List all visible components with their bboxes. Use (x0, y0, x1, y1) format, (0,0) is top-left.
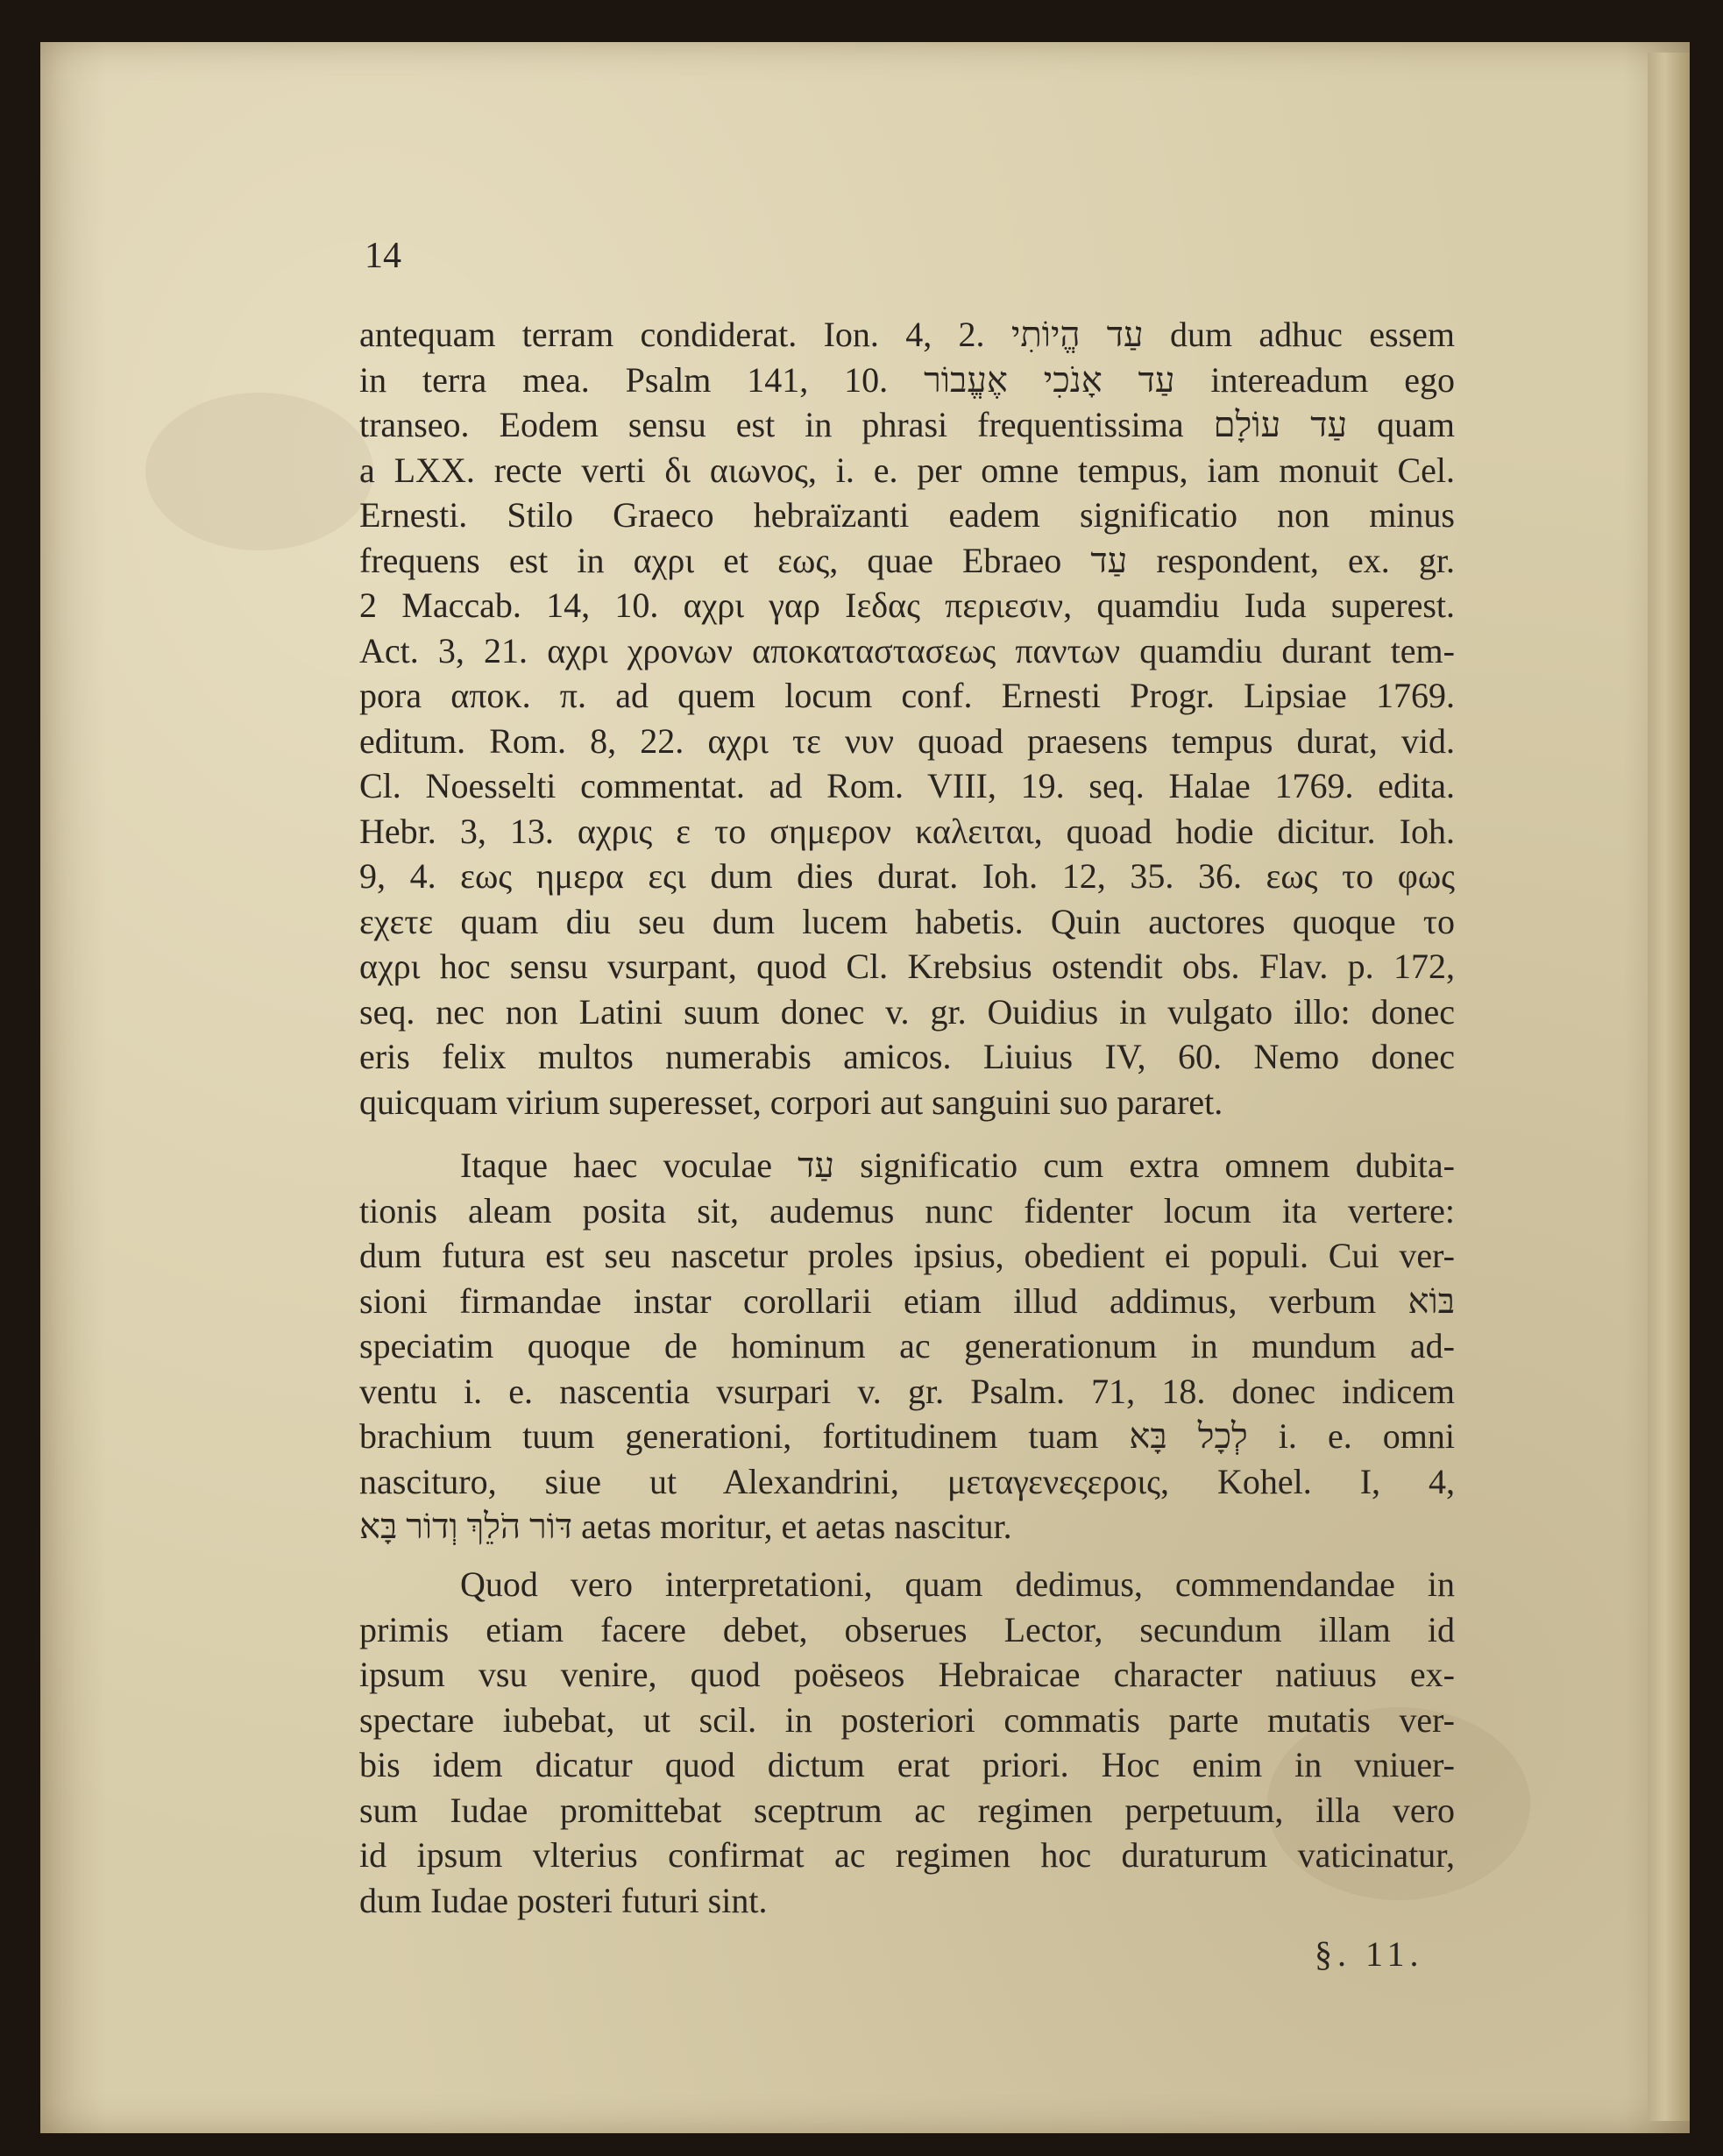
text-line: quicquam virium superesset, corpori aut sanguini suo pararet. (359, 1082, 1223, 1122)
paragraph-2 (359, 1143, 1455, 1550)
paragraph-1 (359, 312, 1455, 1124)
text-line: brachium tuum generationi, fortitudinem tuam לְכָל בָּא i. e. omni (359, 1416, 1455, 1456)
text-line: editum. Rom. 8, 22. αχρι τε νυν quoad praesens tempus durat, vid. (359, 720, 1455, 761)
text-line: dum futura est seu nascetur proles ipsius, obedient ei populi. Cui ver- (359, 1236, 1455, 1275)
text-line: id ipsum vlterius confirmat ac regimen hoc duraturum vaticinatur, (359, 1835, 1455, 1875)
paragraph-3 (359, 1562, 1455, 1923)
text-line: αχρι hoc sensu vsurpant, quod Cl. Krebsius ostendit obs. Flav. p. 172, (359, 947, 1455, 986)
text-line: in terra mea. Psalm 141, 10. עַד אָנֹכִי אֶעֱבוֹר intereadum ego (359, 359, 1455, 400)
text-line: 2 Maccab. 14, 10. αχρι γαρ Ιεδας περιεσιν, quamdiu Iuda superest. (359, 585, 1455, 625)
catchword: §. 11. (1315, 1934, 1424, 1974)
text-line: Ernesti. Stilo Graeco hebraïzanti eadem significatio non minus (359, 495, 1455, 535)
text-line: nasciturо, siue ut Alexandrini, μεταγενεςεροις, Kohel. I, 4, (359, 1461, 1455, 1501)
text-line: pora αποκ. π. ad quem locum conf. Ernesti Progr. Lipsiae 1769. (359, 676, 1455, 715)
text-line: spectare iubebat, ut scil. in posteriori commatis parte mutatis ver- (359, 1699, 1455, 1740)
text-line: speciatim quoque de hominum ac generationum in mundum ad- (359, 1326, 1455, 1365)
text-line: Cl. Noesselti commentat. ad Rom. VIII, 19. seq. Halae 1769. edita. (359, 766, 1455, 805)
text-line: transeo. Eodem sensu est in phrasi frequentissima עַד עוֹלָם quam (359, 405, 1456, 444)
text-line: 9, 4. εως ημερα εςι dum dies durat. Ioh. 12, 35. 36. εως το φως (359, 856, 1455, 896)
text-line: tionis aleam posita sit, audemus nunc fidenter locum ita vertere: (359, 1190, 1455, 1230)
text-line: antequam terram condiderat. Ion. 4, 2. עַד הֱיוֹתִי dum adhuc essem (359, 315, 1455, 354)
text-line: Quod vero interpretationi, quam dedimus, commendandae in (460, 1564, 1455, 1604)
text-line: frequens est in αχρι et εως, quae Ebraeo עַד respondent, ex. gr. (359, 540, 1456, 580)
text-line: primis etiam facere debet, obserues Lector, secundum illam id (359, 1609, 1455, 1649)
text-line: דּוֹר הֹלֵךְ וְדוֹר בָּא aetas moritur, et aetas nascitur. (359, 1507, 1012, 1546)
page-number: 14 (365, 236, 401, 276)
text-line: εχετε quam diu seu dum lucem habetis. Quin auctores quoque το (359, 901, 1455, 941)
text-line: Itaque haec voculae עַד significatio cum extra omnem dubita- (460, 1145, 1455, 1185)
text-line: dum Iudae posteri futuri sint. (359, 1880, 768, 1920)
text-line: eris felix multos numerabis amicos. Liuius IV, 60. Nemo donec (359, 1037, 1455, 1076)
page-fold-edge (1648, 53, 1690, 2121)
text-line: bis idem dicatur quod dictum erat priori. Hoc enim in vniuer- (359, 1745, 1455, 1784)
text-line: Act. 3, 21. αχρι χρονων αποκαταστασεως παντων quamdiu durant tem- (359, 630, 1455, 670)
text-line: sioni firmandae instar corollarii etiam illud addimus, verbum בּוֹא (359, 1280, 1455, 1321)
text-line: ventu i. e. nascentia vsurpari v. gr. Psalm. 71, 18. donec indicem (359, 1371, 1455, 1411)
text-line: Hebr. 3, 13. αχρις ε το σημερον καλειται, quoad hodie dicitur. Ioh. (359, 811, 1455, 851)
text-line: sum Iudae promittebat sceptrum ac regimen perpetuum, illa vero (359, 1790, 1455, 1830)
paper-stain (145, 393, 373, 550)
text-line: a LXX. recte verti δι αιωνος, i. e. per omne tempus, iam monuit Cel. (359, 450, 1455, 490)
text-line: ipsum vsu venire, quod poëseos Hebraicae character natiuus ex- (359, 1655, 1455, 1694)
text-line: seq. nec non Latini suum donec v. gr. Ouidius in vulgato illo: donec (359, 991, 1455, 1032)
